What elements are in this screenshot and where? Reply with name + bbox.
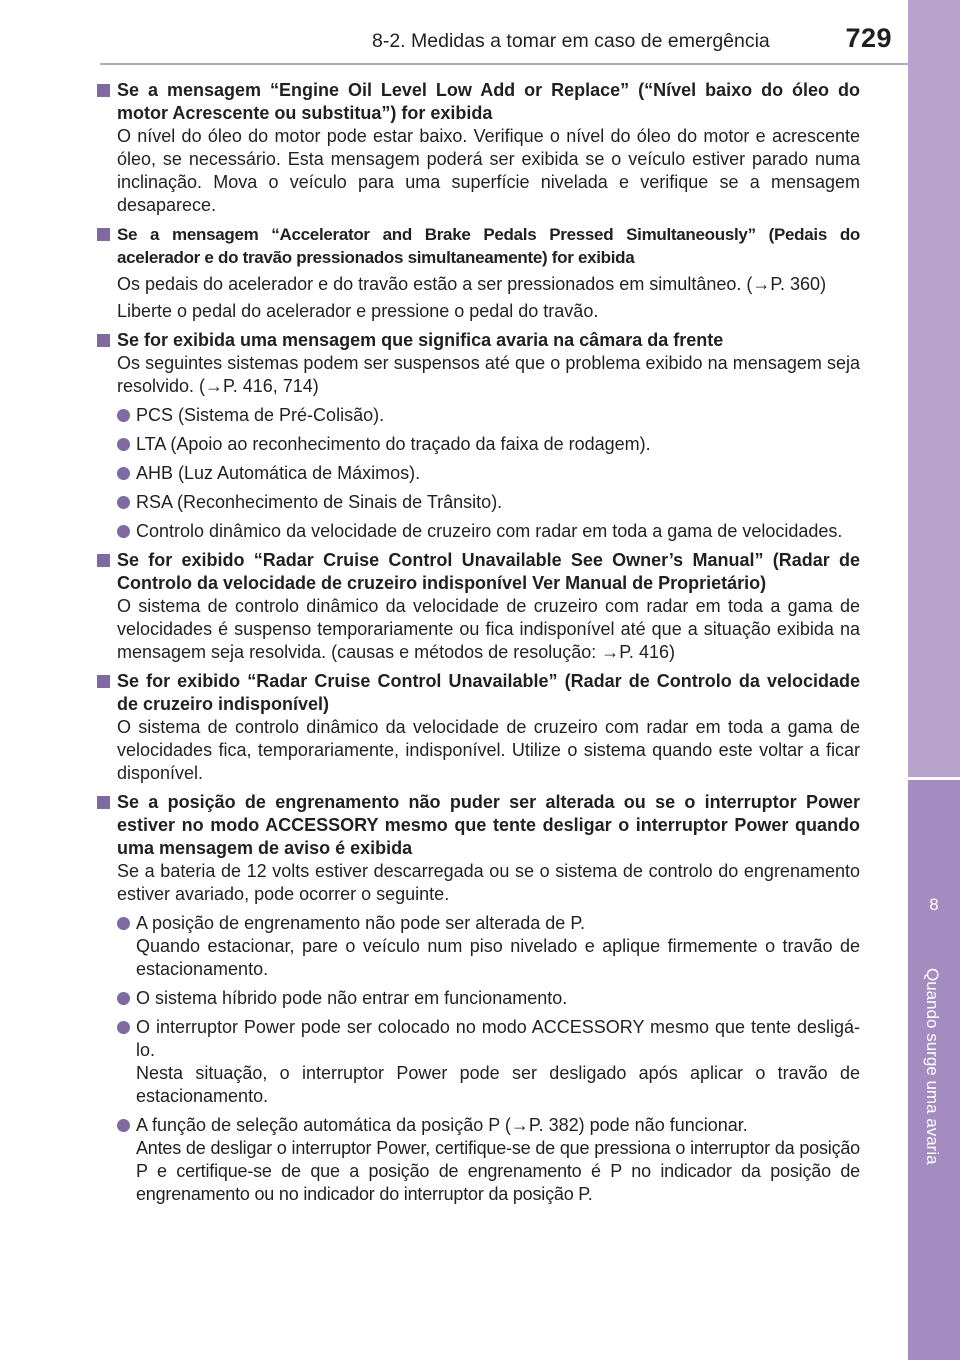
side-tab-divider [908, 777, 960, 780]
square-bullet-icon [97, 796, 110, 809]
section-heading: Se a mensagem “Accelerator and Brake Pedals Pressed Simultaneously” (Pedais do acelerador e do travão pressionados simultaneamente) for exibida [117, 225, 860, 267]
section-heading: Se for exibido “Radar Cruise Control Unavailable See Owner’s Manual” (Radar de Controlo da velocidade de cruzeiro indisponível Ver Manual de Proprietário) [117, 550, 860, 593]
list-item: PCS (Sistema de Pré-Colisão). [117, 404, 860, 427]
circle-bullet-icon [117, 992, 130, 1005]
square-bullet-icon [97, 675, 110, 688]
list-item: Controlo dinâmico da velocidade de cruzeiro com radar em toda a gama de velocidades. [117, 520, 860, 543]
list-item: O interruptor Power pode ser colocado no modo ACCESSORY mesmo que tente desligá-lo. Nesta situação, o interruptor Power pode ser desligado após aplicar o travão de estacionamento. [117, 1016, 860, 1108]
circle-bullet-icon [117, 438, 130, 451]
square-bullet-icon [97, 554, 110, 567]
list-item-note: Antes de desligar o interruptor Power, certifique-se de que pressiona o interruptor da posição P e certifique-se de que a posição de engrenamento é P no indicador da posição de engrenamento ou no indicador do interruptor da posição P. [136, 1138, 860, 1204]
circle-bullet-icon [117, 1119, 130, 1132]
section-body: O sistema de controlo dinâmico da velocidade de cruzeiro com radar em toda a gama de velocidades é suspenso temporariamente ou fica indisponível até que a situação exibida na mensagem seja resolvida. (causas e métodos de resolução: →P. 416) [117, 596, 860, 662]
circle-bullet-icon [117, 917, 130, 930]
circle-bullet-icon [117, 496, 130, 509]
section-radar-unavailable [97, 670, 860, 785]
section-heading: Se for exibida uma mensagem que significa avaria na câmara da frente [117, 330, 724, 350]
section-body: Liberte o pedal do acelerador e pressione o pedal do travão. [117, 301, 599, 321]
page-number: 729 [845, 23, 892, 53]
list-item: AHB (Luz Automática de Máximos). [117, 462, 860, 485]
section-body: O sistema de controlo dinâmico da velocidade de cruzeiro com radar em toda a gama de velocidades fica, temporariamente, indisponível. Utilize o sistema quando este voltar a ficar disponível. [117, 717, 860, 783]
circle-bullet-icon [117, 409, 130, 422]
section-body: O nível do óleo do motor pode estar baixo. Verifique o nível do óleo do motor e acrescente óleo, se necessário. Esta mensagem poderá ser exibida se o veículo estiver parado numa inclinação. Mova o veículo para uma superfície nivelada e verifique se a mensagem desaparece. [117, 126, 860, 215]
section-front-camera [97, 329, 860, 543]
circle-bullet-icon [117, 1021, 130, 1034]
square-bullet-icon [97, 84, 110, 97]
circle-bullet-icon [117, 525, 130, 538]
square-bullet-icon [97, 228, 110, 241]
square-bullet-icon [97, 334, 110, 347]
running-header: 8-2. Medidas a tomar em caso de emergência [372, 30, 770, 52]
section-engine-oil [97, 79, 860, 217]
section-body: Se a bateria de 12 volts estiver descarregada ou se o sistema de controlo do engrenamento estiver avariado, pode ocorrer o seguinte. [117, 861, 860, 904]
section-shift-position [97, 791, 860, 1206]
list-item: A posição de engrenamento não pode ser alterada de P. Quando estacionar, pare o veículo num piso nivelado e aplique firmemente o travão de estacionamento. [117, 912, 860, 981]
header-rule [100, 63, 912, 65]
section-heading: Se a posição de engrenamento não puder ser alterada ou se o interruptor Power estiver no modo ACCESSORY mesmo que tente desligar o interruptor Power quando uma mensagem de aviso é exibida [117, 792, 860, 858]
chapter-title: Quando surge uma avaria [923, 968, 942, 1165]
section-heading: Se a mensagem “Engine Oil Level Low Add or Replace” (“Nível baixo do óleo do motor Acrescente ou substitua”) for exibida [117, 80, 860, 123]
section-body: Os seguintes sistemas podem ser suspensos até que o problema exibido na mensagem seja resolvido. (→P. 416, 714) [117, 353, 860, 396]
circle-bullet-icon [117, 467, 130, 480]
chapter-side-tab [908, 0, 960, 1360]
page-content [97, 79, 860, 1212]
section-heading: Se for exibido “Radar Cruise Control Unavailable” (Radar de Controlo da velocidade de cruzeiro indisponível) [117, 671, 860, 714]
list-item: O sistema híbrido pode não entrar em funcionamento. [117, 987, 860, 1010]
section-pedals [97, 223, 860, 323]
list-item: A função de seleção automática da posição P (→P. 382) pode não funcionar. Antes de desligar o interruptor Power, certifique-se de que pressiona o interruptor da posição P e certifique-se de que a posição de engrenamento é P no indicador da posição de engrenamento ou no indicador do interruptor da posição P. [117, 1114, 860, 1206]
list-item: LTA (Apoio ao reconhecimento do traçado da faixa de rodagem). [117, 433, 860, 456]
chapter-number: 8 [929, 895, 939, 914]
section-radar-see-manual [97, 549, 860, 664]
section-body: Os pedais do acelerador e do travão estão a ser pressionados em simultâneo. (→P. 360) [117, 274, 827, 294]
list-item-note: Nesta situação, o interruptor Power pode ser desligado após aplicar o travão de estacionamento. [136, 1063, 860, 1106]
list-item-note: Quando estacionar, pare o veículo num piso nivelado e aplique firmemente o travão de estacionamento. [136, 936, 860, 979]
list-item: RSA (Reconhecimento de Sinais de Trânsito). [117, 491, 860, 514]
